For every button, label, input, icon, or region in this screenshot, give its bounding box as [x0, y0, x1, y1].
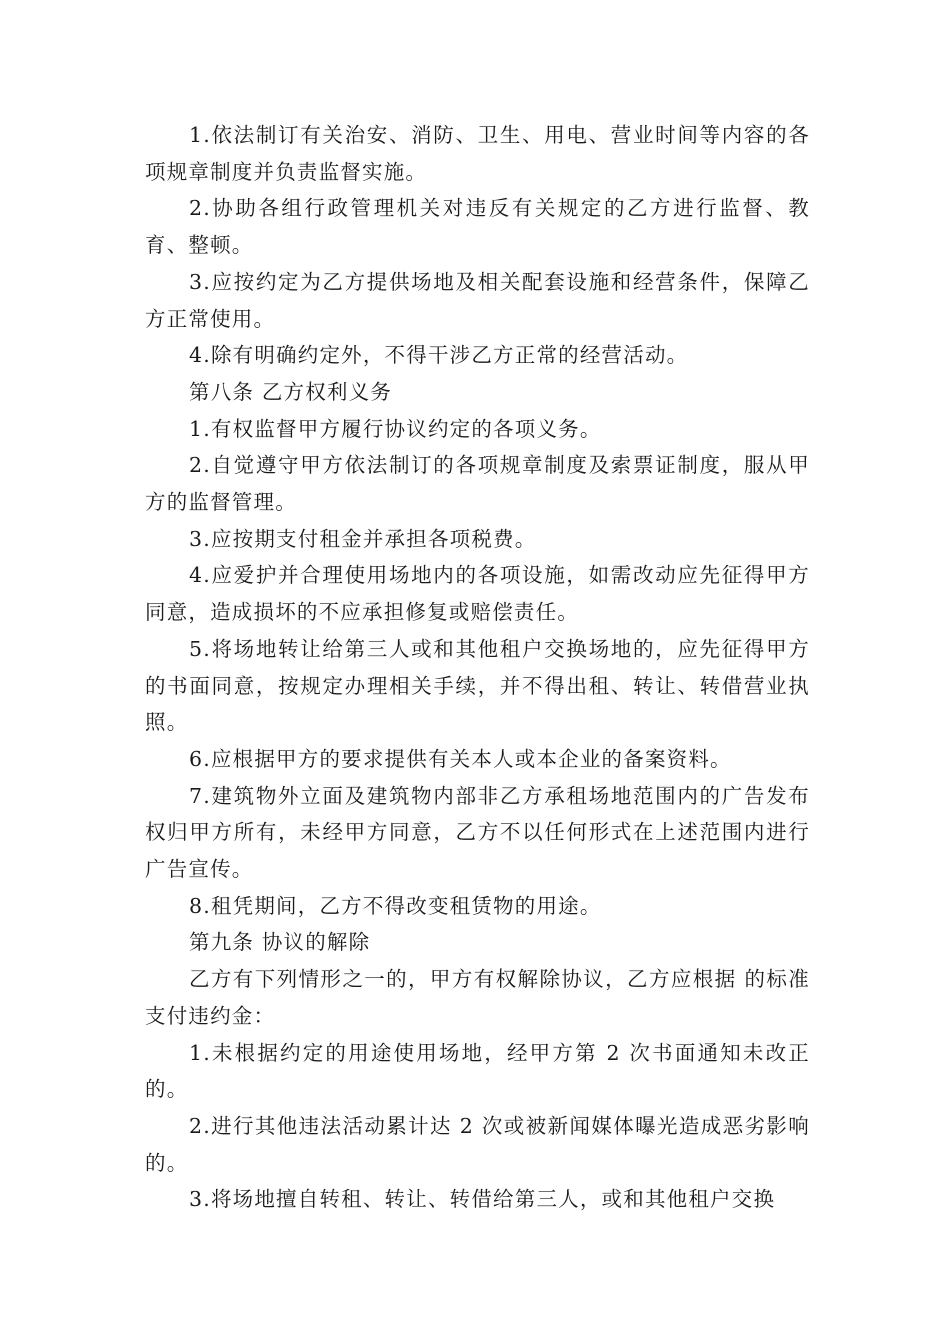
clause-paragraph: 1.有权监督甲方履行协议约定的各项义务。 — [189, 416, 602, 441]
article-heading: 第八条 乙方权利义务 — [189, 379, 393, 404]
clause-paragraph: 1.未根据约定的用途使用场地，经甲方第 2 次书面通知未改正的。 — [145, 1040, 810, 1102]
clause-paragraph: 2.进行其他违法活动累计达 2 次或被新闻媒体曝光造成恶劣影响的。 — [145, 1113, 810, 1175]
clause-paragraph: 5.将场地转让给第三人或和其他租户交换场地的，应先征得甲方的书面同意，按规定办理相关手续，并不得出租、转让、转借营业执照。 — [145, 636, 810, 735]
clause-paragraph: 3.将场地擅自转租、转让、转借给第三人，或和其他租户交换 — [189, 1187, 776, 1212]
clause-paragraph: 8.租凭期间，乙方不得改变租赁物的用途。 — [189, 893, 602, 918]
clause-paragraph: 3.应按约定为乙方提供场地及相关配套设施和经营条件，保障乙方正常使用。 — [145, 269, 810, 331]
clause-paragraph: 7.建筑物外立面及建筑物内部非乙方承租场地范围内的广告发布权归甲方所有，未经甲方同意，乙方不以任何形式在上述范围内进行广告宣传。 — [145, 783, 810, 882]
clause-paragraph: 3.应按期支付租金并承担各项税费。 — [189, 526, 537, 551]
clause-paragraph: 1.依法制订有关治安、消防、卫生、用电、营业时间等内容的各项规章制度并负责监督实施。 — [145, 123, 810, 184]
clause-paragraph: 2.协助各组行政管理机关对违反有关规定的乙方进行监督、教育、整顿。 — [145, 196, 810, 258]
clause-paragraph: 4.除有明确约定外，不得干涉乙方正常的经营活动。 — [189, 343, 689, 368]
clause-paragraph: 乙方有下列情形之一的，甲方有权解除协议，乙方应根据 的标准支付违约金： — [145, 967, 810, 1028]
clause-paragraph: 6.应根据甲方的要求提供有关本人或本企业的备案资料。 — [189, 746, 732, 771]
article-heading: 第九条 协议的解除 — [189, 930, 371, 955]
clause-paragraph: 4.应爱护并合理使用场地内的各项设施，如需改动应先征得甲方同意，造成损坏的不应承担修复或赔偿责任。 — [145, 563, 810, 625]
document-page — [145, 117, 810, 1218]
clause-paragraph: 2.自觉遵守甲方依法制订的各项规章制度及索票证制度，服从甲方的监督管理。 — [145, 453, 810, 515]
